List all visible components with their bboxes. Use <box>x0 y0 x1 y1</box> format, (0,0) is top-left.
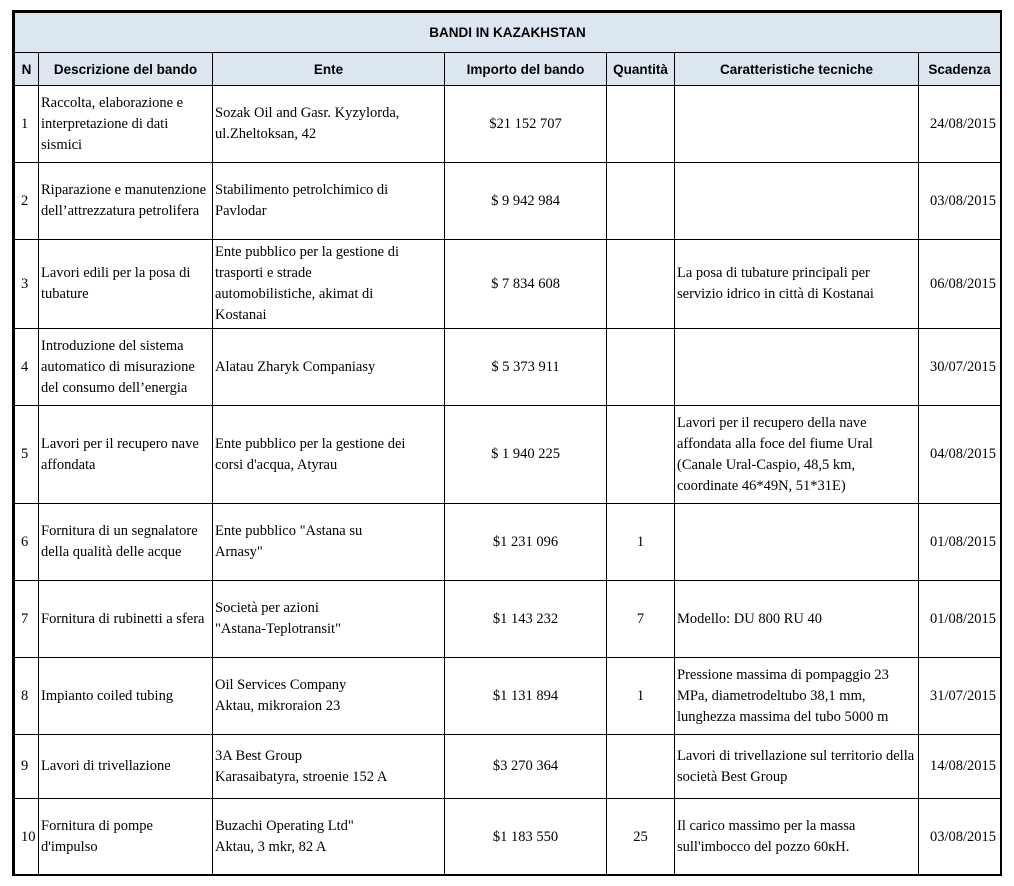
caratteristiche-cell: Modello: DU 800 RU 40 <box>675 581 919 658</box>
descrizione-cell: Lavori di trivellazione <box>39 735 213 799</box>
header-n: N <box>15 53 39 86</box>
ente-cell: Società per azioni "Astana-Teplotransit" <box>213 581 445 658</box>
scadenza-cell: 01/08/2015 <box>919 581 1001 658</box>
ente-cell: Ente pubblico "Astana su Arnasy" <box>213 504 445 581</box>
scadenza-cell: 06/08/2015 <box>919 240 1001 329</box>
scadenza-cell: 03/08/2015 <box>919 799 1001 876</box>
importo-cell: $3 270 364 <box>445 735 607 799</box>
quantita-cell <box>607 240 675 329</box>
header-descrizione: Descrizione del bando <box>39 53 213 86</box>
importo-cell: $ 9 942 984 <box>445 163 607 240</box>
quantita-cell <box>607 86 675 163</box>
descrizione-cell: Lavori per il recupero nave affondata <box>39 406 213 504</box>
caratteristiche-cell: Il carico massimo per la massa sull'imbocco del pozzo 60кН. <box>675 799 919 876</box>
row-number: 1 <box>15 86 39 163</box>
descrizione-cell: Introduzione del sistema automatico di misurazione del consumo dell’energia <box>39 329 213 406</box>
quantita-cell <box>607 163 675 240</box>
ente-cell: Alatau Zharyk Companiasy <box>213 329 445 406</box>
scadenza-cell: 01/08/2015 <box>919 504 1001 581</box>
tenders-table <box>14 12 1001 876</box>
scadenza-cell: 24/08/2015 <box>919 86 1001 163</box>
row-number: 6 <box>15 504 39 581</box>
importo-cell: $21 152 707 <box>445 86 607 163</box>
caratteristiche-cell <box>675 329 919 406</box>
quantita-cell <box>607 329 675 406</box>
header-row <box>15 53 1001 86</box>
descrizione-cell: Fornitura di un segnalatore della qualità delle acque <box>39 504 213 581</box>
caratteristiche-cell <box>675 504 919 581</box>
descrizione-cell: Fornitura di rubinetti a sfera <box>39 581 213 658</box>
quantita-cell: 1 <box>607 658 675 735</box>
row-number: 9 <box>15 735 39 799</box>
ente-cell: Ente pubblico per la gestione di trasporti e strade automobilistiche, akimat di Kostanai <box>213 240 445 329</box>
ente-cell: Stabilimento petrolchimico di Pavlodar <box>213 163 445 240</box>
row-number: 7 <box>15 581 39 658</box>
quantita-cell <box>607 406 675 504</box>
tenders-table-sheet <box>12 10 1002 876</box>
caratteristiche-cell: Lavori di trivellazione sul territorio della società Best Group <box>675 735 919 799</box>
table-row <box>15 581 1001 658</box>
row-number: 8 <box>15 658 39 735</box>
quantita-cell: 7 <box>607 581 675 658</box>
table-row <box>15 329 1001 406</box>
row-number: 3 <box>15 240 39 329</box>
importo-cell: $ 7 834 608 <box>445 240 607 329</box>
caratteristiche-cell <box>675 163 919 240</box>
scadenza-cell: 04/08/2015 <box>919 406 1001 504</box>
descrizione-cell: Riparazione e manutenzione dell’attrezzatura petrolifera <box>39 163 213 240</box>
table-row <box>15 406 1001 504</box>
table-row <box>15 240 1001 329</box>
header-caratteristiche: Caratteristiche tecniche <box>675 53 919 86</box>
row-number: 4 <box>15 329 39 406</box>
table-row <box>15 163 1001 240</box>
descrizione-cell: Fornitura di pompe d'impulso <box>39 799 213 876</box>
descrizione-cell: Impianto coiled tubing <box>39 658 213 735</box>
ente-cell: Sozak Oil and Gasr. Kyzylorda, ul.Zheltoksan, 42 <box>213 86 445 163</box>
ente-cell: Buzachi Operating Ltd" Aktau, 3 mkr, 82 A <box>213 799 445 876</box>
scadenza-cell: 31/07/2015 <box>919 658 1001 735</box>
quantita-cell: 1 <box>607 504 675 581</box>
header-ente: Ente <box>213 53 445 86</box>
ente-cell: Ente pubblico per la gestione dei corsi d'acqua, Atyrau <box>213 406 445 504</box>
table-row <box>15 86 1001 163</box>
header-quantita: Quantità <box>607 53 675 86</box>
header-importo: Importo del bando <box>445 53 607 86</box>
table-row <box>15 735 1001 799</box>
importo-cell: $1 183 550 <box>445 799 607 876</box>
importo-cell: $ 1 940 225 <box>445 406 607 504</box>
caratteristiche-cell: Lavori per il recupero della nave affondata alla foce del fiume Ural (Canale Ural-Caspio, 48,5 km, coordinate 46*49N, 51*31E) <box>675 406 919 504</box>
importo-cell: $1 143 232 <box>445 581 607 658</box>
table-title: BANDI IN KAZAKHSTAN <box>15 13 1001 53</box>
importo-cell: $ 5 373 911 <box>445 329 607 406</box>
descrizione-cell: Raccolta, elaborazione e interpretazione di dati sismici <box>39 86 213 163</box>
ente-cell: 3A Best Group Karasaibatyra, stroenie 152 A <box>213 735 445 799</box>
header-scadenza: Scadenza <box>919 53 1001 86</box>
row-number: 10 <box>15 799 39 876</box>
quantita-cell <box>607 735 675 799</box>
caratteristiche-cell: La posa di tubature principali per servizio idrico in città di Kostanai <box>675 240 919 329</box>
importo-cell: $1 131 894 <box>445 658 607 735</box>
scadenza-cell: 30/07/2015 <box>919 329 1001 406</box>
ente-cell: Oil Services Company Aktau, mikroraion 23 <box>213 658 445 735</box>
table-row <box>15 658 1001 735</box>
importo-cell: $1 231 096 <box>445 504 607 581</box>
caratteristiche-cell <box>675 86 919 163</box>
table-row <box>15 504 1001 581</box>
row-number: 2 <box>15 163 39 240</box>
scadenza-cell: 14/08/2015 <box>919 735 1001 799</box>
scadenza-cell: 03/08/2015 <box>919 163 1001 240</box>
row-number: 5 <box>15 406 39 504</box>
caratteristiche-cell: Pressione massima di pompaggio 23 MPa, diametrodeltubo 38,1 mm, lunghezza massima del tubo 5000 m <box>675 658 919 735</box>
descrizione-cell: Lavori edili per la posa di tubature <box>39 240 213 329</box>
quantita-cell: 25 <box>607 799 675 876</box>
table-row <box>15 799 1001 876</box>
